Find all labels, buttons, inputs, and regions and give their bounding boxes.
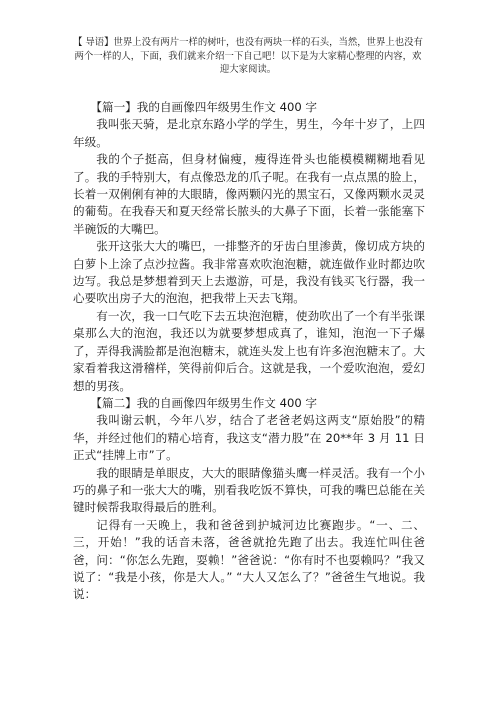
article2-paragraph: 记得有一天晚上，我和爸爸到护城河边比赛跑步。“一、二、三，开始！”我的话音未落，爸爸就抢先跑了出去。我连忙叫住爸爸，问：“你怎么先跑，耍赖！”爸爸说：“你有时不也耍赖吗？”我又说了：“我是小孩，你是大人。” “大人又怎么了？”爸爸生气地说。我说： [73,517,425,602]
article2-paragraph: 我的眼睛是单眼皮，大大的眼睛像猫头鹰一样灵活。我有一个小巧的鼻子和一张大大的嘴，别看我吃饭不算快，可我的嘴巴总能在关键时候帮我取得最后的胜利。 [73,465,425,515]
intro-paragraph: 【 导语】世界上没有两片一样的树叶，也没有两块一样的石头，当然，世界上也没有两个一样的人，下面，我们就来介绍一下自己吧！以下是为大家精心整理的内容，欢迎大家阅读。 [73,37,423,75]
article1-paragraph: 有一次，我一口气吃下去五块泡泡糖，使劲吹出了一个有半张课桌那么大的泡泡，我还以为就要梦想成真了，谁知，泡泡一下子爆了，弄得我满脸都是泡泡糖末，就连头发上也有许多泡泡糖末了。大家看着我这滑稽样，笑得前仰后合。这就是我，一个爱吹泡泡，爱幻想的男孩。 [73,308,425,393]
article1-paragraph: 张开这张大大的嘴巴，一排整齐的牙齿白里渗黄，像切成方块的白萝卜上涂了点沙拉酱。我非常喜欢吹泡泡糖，就连做作业时都边吹边写。我总是梦想着到天上去遨游，可是，我没有钱买飞行器，我一心要吹出房子大的泡泡，把我带上天去飞翔。 [73,239,425,306]
article-body [73,99,425,604]
article2-paragraph: 我叫谢云帆，今年八岁，结合了老爸老妈这两支“原始股”的精华，并经过他们的精心培育，我这支“潜力股”在 20**年 3 月 11 日正式“挂牌上市”了。 [73,413,425,463]
article1-paragraph: 我叫张天骑，是北京东路小学的学生，男生，今年十岁了，上四年级。 [73,117,425,149]
article2-heading: 【篇二】我的自画像四年级男生作文 400 字 [90,395,317,410]
article1-heading: 【篇一】我的自画像四年级男生作文 400 字 [90,100,317,114]
article1-paragraph: 我的个子挺高，但身材偏瘦，瘦得连骨头也能模模糊糊地看见了。我的手特别大，有点像恐龙的爪子呢。在我有一点点黑的脸上，长着一双俐俐有神的大眼睛，像两颗闪光的黑宝石，又像两颗水灵灵的葡萄。在我春天和夏天经常长脓头的大鼻子下面，长着一张能塞下半碗饭的大嘴巴。 [73,152,425,236]
